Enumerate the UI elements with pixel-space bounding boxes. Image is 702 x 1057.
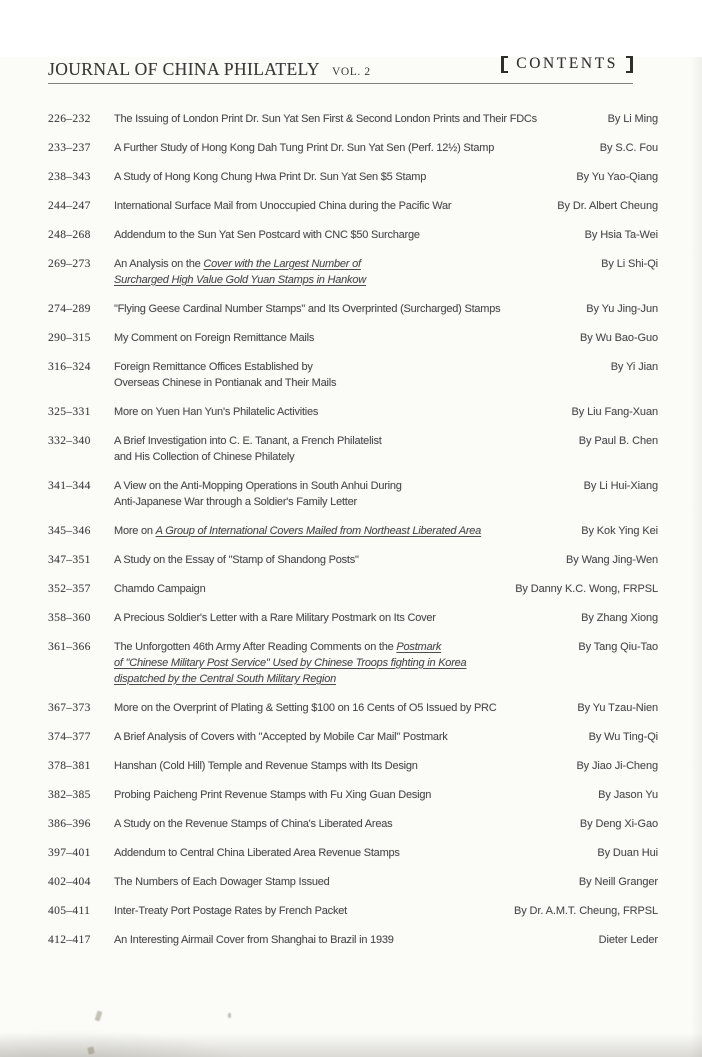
article-title	[114, 227, 571, 243]
article-title-segment: A Study on the Essay of "Stamp of Shandong Posts"	[114, 553, 359, 566]
page-range: 341–344	[48, 478, 91, 492]
contents-heading	[501, 55, 633, 73]
article-author: By Tang Qiu-Tao	[578, 640, 658, 653]
article-title	[114, 169, 562, 185]
article-title	[114, 433, 565, 465]
toc-entry	[48, 729, 658, 745]
toc-entry	[48, 256, 658, 288]
toc-entry	[48, 581, 658, 597]
toc-entry	[48, 359, 658, 391]
article-title-segment: More on Yuen Han Yun's Philatelic Activities	[114, 405, 319, 418]
article-title-segment: Chamdo Campaign	[114, 582, 206, 595]
page-range: 386–396	[48, 816, 91, 830]
toc-entry	[48, 198, 658, 214]
toc-entry	[48, 932, 658, 948]
toc-entry	[48, 111, 658, 127]
page-range: 382–385	[48, 787, 91, 801]
page-range: 402–404	[48, 874, 91, 888]
article-title-segment: A Further Study of Hong Kong Dah Tung Print Dr. Sun Yat Sen (Perf. 12½) Stamp	[114, 141, 495, 154]
article-author: By Kok Ying Kei	[581, 524, 658, 537]
article-title	[114, 330, 566, 346]
article-title	[114, 845, 583, 861]
article-title	[114, 301, 572, 317]
right-lenticular-bracket-icon	[626, 56, 633, 73]
article-title-segment: My Comment on Foreign Remittance Mails	[114, 331, 315, 344]
article-title-segment: A View on the Anti-Mopping Operations in South Anhui During	[114, 479, 402, 492]
article-author: By Yu Tzau-Nien	[577, 701, 658, 714]
page-header	[48, 57, 633, 84]
toc-entry	[48, 787, 658, 803]
page-range: 248–268	[48, 227, 91, 241]
contents-heading-text: CONTENTS	[516, 55, 618, 72]
article-title	[114, 198, 543, 214]
article-title-segment: Probing Paicheng Print Revenue Stamps with Fu Xing Guan Design	[114, 788, 432, 801]
toc-entry	[48, 404, 658, 420]
page-range: 405–411	[48, 903, 91, 917]
toc-entry	[48, 301, 658, 317]
article-title	[114, 758, 562, 774]
article-author: By Danny K.C. Wong, FRPSL	[515, 582, 658, 595]
article-author: By Hsia Ta-Wei	[584, 228, 658, 241]
page-range: 332–340	[48, 433, 91, 447]
article-title-segment: Inter-Treaty Port Postage Rates by French Packet	[114, 904, 347, 917]
article-author: By Deng Xi-Gao	[579, 817, 658, 830]
article-title-emphasized-segment: A Group of International Covers Mailed from Northeast Liberated Area	[155, 524, 482, 537]
page-range: 345–346	[48, 523, 91, 537]
page-range: 358–360	[48, 610, 91, 624]
page-range: 361–366	[48, 639, 91, 653]
toc-entry	[48, 845, 658, 861]
article-author: By Liu Fang-Xuan	[571, 405, 658, 418]
article-title-segment: The Numbers of Each Dowager Stamp Issued	[114, 875, 330, 888]
article-title-emphasized-segment: dispatched by the Central South Military Region	[114, 672, 337, 685]
article-title-segment: The Issuing of London Print Dr. Sun Yat Sen First & Second London Prints and Their FDCs	[114, 112, 537, 125]
article-title-segment: More on	[114, 524, 156, 537]
page-range: 244–247	[48, 198, 91, 212]
toc-entry	[48, 700, 658, 716]
article-title	[114, 932, 585, 948]
page-range: 316–324	[48, 359, 91, 373]
scan-artifact	[228, 1013, 231, 1018]
article-title	[114, 700, 563, 716]
article-title	[114, 552, 552, 568]
article-author: By Yi Jian	[610, 360, 658, 373]
article-title-segment: A Precious Soldier's Letter with a Rare Military Postmark on Its Cover	[114, 611, 436, 624]
article-title	[114, 523, 567, 539]
toc-entry	[48, 903, 658, 919]
article-author: By S.C. Fou	[599, 141, 658, 154]
article-title	[114, 816, 566, 832]
toc-entry	[48, 639, 658, 687]
scanned-toc-page	[0, 57, 702, 1057]
article-title-segment: A Study on the Revenue Stamps of China's Liberated Areas	[114, 817, 393, 830]
page-range: 233–237	[48, 140, 91, 154]
article-title-segment: Foreign Remittance Offices Established by	[114, 360, 313, 373]
page-range: 325–331	[48, 404, 91, 418]
toc-entry	[48, 169, 658, 185]
page-range: 274–289	[48, 301, 91, 315]
article-title	[114, 256, 587, 288]
page-range: 347–351	[48, 552, 91, 566]
left-lenticular-bracket-icon	[501, 56, 508, 73]
page-range: 367–373	[48, 700, 91, 714]
toc-entry	[48, 816, 658, 832]
journal-title: JOURNAL OF CHINA PHILATELY	[48, 58, 320, 79]
volume-label: VOL. 2	[331, 65, 371, 78]
article-title-segment: and His Collection of Chinese Philately	[114, 450, 295, 463]
article-title-segment: Addendum to the Sun Yat Sen Postcard with CNC $50 Surcharge	[114, 228, 420, 241]
article-title-emphasized-segment: Cover with the Largest Number of	[203, 257, 361, 270]
toc-entry	[48, 523, 658, 539]
article-title-segment: An Interesting Airmail Cover from Shanghai to Brazil in 1939	[114, 933, 394, 946]
article-title-segment: A Brief Analysis of Covers with "Accepted by Mobile Car Mail" Postmark	[114, 730, 448, 743]
article-title	[114, 140, 586, 156]
scan-artifact	[95, 1010, 103, 1021]
page-range: 412–417	[48, 932, 91, 946]
page-range: 352–357	[48, 581, 91, 595]
toc-entry	[48, 330, 658, 346]
article-author: Dieter Leder	[598, 933, 658, 946]
article-title-segment: A Brief Investigation into C. E. Tanant, a French Philatelist	[114, 434, 382, 447]
article-author: By Zhang Xiong	[581, 611, 658, 624]
article-author: By Neill Granger	[578, 875, 658, 888]
page-range: 374–377	[48, 729, 91, 743]
article-author: By Yu Jing-Jun	[586, 302, 658, 315]
article-author: By Duan Hui	[597, 846, 658, 859]
article-title-segment: "Flying Geese Cardinal Number Stamps" and Its Overprinted (Surcharged) Stamps	[114, 302, 501, 315]
article-author: By Li Shi-Qi	[601, 257, 658, 270]
article-author: By Dr. Albert Cheung	[557, 199, 658, 212]
article-title	[114, 874, 565, 890]
article-title-segment: Anti-Japanese War through a Soldier's Family Letter	[114, 495, 357, 508]
article-title	[114, 639, 564, 687]
article-title	[114, 581, 501, 597]
article-title-segment: A Study of Hong Kong Chung Hwa Print Dr. Sun Yat Sen $5 Stamp	[114, 170, 427, 183]
article-author: By Jason Yu	[598, 788, 658, 801]
page-range: 378–381	[48, 758, 91, 772]
toc-entry	[48, 610, 658, 626]
toc-entry	[48, 140, 658, 156]
article-author: By Jiao Ji-Cheng	[576, 759, 658, 772]
article-title	[114, 787, 584, 803]
article-title	[114, 729, 575, 745]
article-title-segment: An Analysis on the	[114, 257, 204, 270]
article-title	[114, 404, 558, 420]
article-title	[114, 111, 594, 127]
article-title	[114, 359, 597, 391]
article-title-segment: Addendum to Central China Liberated Area Revenue Stamps	[114, 846, 400, 859]
article-title	[114, 903, 500, 919]
article-title-segment: More on the Overprint of Plating & Setting $100 on 16 Cents of O5 Issued by PRC	[114, 701, 497, 714]
article-author: By Dr. A.M.T. Cheung, FRPSL	[513, 904, 658, 917]
scan-artifact	[87, 1046, 94, 1054]
article-title	[114, 610, 567, 626]
article-title-segment: International Surface Mail from Unoccupied China during the Pacific War	[114, 199, 452, 212]
toc-entry	[48, 552, 658, 568]
article-title-segment: Overseas Chinese in Pontianak and Their Mails	[114, 376, 337, 389]
article-title-emphasized-segment: Surcharged High Value Gold Yuan Stamps in Hankow	[114, 273, 366, 286]
article-author: By Li Ming	[607, 112, 658, 125]
article-title-emphasized-segment: of "Chinese Military Post Service" Used by Chinese Troops fighting in Korea	[114, 656, 467, 669]
toc-entry	[48, 758, 658, 774]
article-title	[114, 478, 570, 510]
page-range: 290–315	[48, 330, 91, 344]
page-range: 226–232	[48, 111, 91, 125]
toc-entry	[48, 227, 658, 243]
article-author: By Yu Yao-Qiang	[576, 170, 658, 183]
article-author: By Wang Jing-Wen	[566, 553, 658, 566]
page-range: 269–273	[48, 256, 91, 270]
toc-entry	[48, 433, 658, 465]
toc-entry	[48, 874, 658, 890]
article-title-segment: Hanshan (Cold Hill) Temple and Revenue Stamps with Its Design	[114, 759, 418, 772]
article-author: By Wu Bao-Guo	[580, 331, 658, 344]
article-author: By Wu Ting-Qi	[588, 730, 658, 743]
page-range: 238–343	[48, 169, 91, 183]
article-title-segment: The Unforgotten 46th Army After Reading Comments on the	[114, 640, 397, 653]
article-author: By Li Hui-Xiang	[583, 479, 658, 492]
toc-list	[48, 111, 658, 948]
article-author: By Paul B. Chen	[578, 434, 658, 447]
toc-entry	[48, 478, 658, 510]
article-title-emphasized-segment: Postmark	[396, 640, 442, 653]
page-range: 397–401	[48, 845, 91, 859]
